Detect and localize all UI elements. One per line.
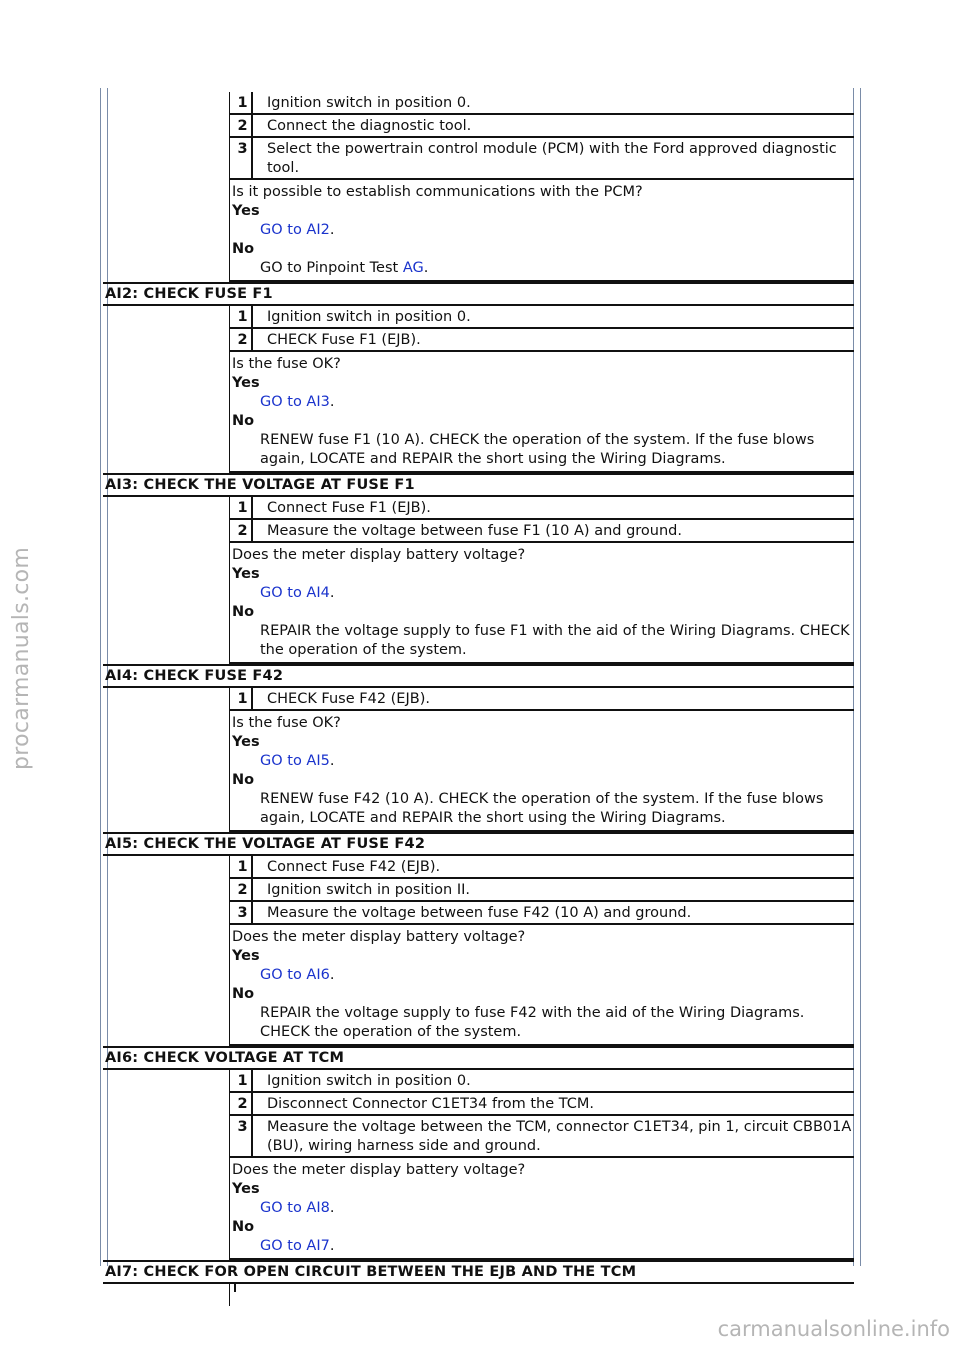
link-go-to-ai6[interactable]: GO to AI6 bbox=[260, 967, 330, 983]
no-answer: RENEW fuse F42 (10 A). CHECK the operation of the system. If the fuse blows again, LOCATE and REPAIR the short using the Wiring Diagrams. bbox=[260, 791, 824, 826]
step-text: Ignition switch in position 0. bbox=[267, 95, 471, 111]
yes-answer bbox=[232, 393, 854, 412]
section-body bbox=[230, 1070, 854, 1260]
no-label: No bbox=[232, 241, 255, 257]
step-row bbox=[230, 1116, 854, 1158]
step-row bbox=[230, 856, 854, 879]
step-row bbox=[230, 497, 854, 520]
step-text: CHECK Fuse F42 (EJB). bbox=[267, 691, 430, 707]
question-text: Is the fuse OK? bbox=[232, 356, 341, 372]
step-text: Measure the voltage between fuse F42 (10 A) and ground. bbox=[267, 905, 692, 921]
watermark-carmanualsonline: carmanualsonline.info bbox=[717, 1317, 950, 1341]
link-go-to-ai4[interactable]: GO to AI4 bbox=[260, 585, 330, 601]
period: . bbox=[329, 967, 335, 983]
link-go-to-ai5[interactable]: GO to AI5 bbox=[260, 753, 330, 769]
question-text: Is it possible to establish communications with the PCM? bbox=[232, 184, 643, 200]
yes-label: Yes bbox=[232, 566, 260, 582]
question-text: Does the meter display battery voltage? bbox=[232, 929, 526, 945]
step-number: 2 bbox=[234, 115, 253, 136]
period: . bbox=[329, 394, 335, 410]
step-number: 2 bbox=[234, 1093, 253, 1114]
section-title-ai6: AI6: CHECK VOLTAGE AT TCM bbox=[103, 1046, 854, 1070]
question-block bbox=[230, 711, 854, 832]
question-block bbox=[230, 352, 854, 473]
question-text: Does the meter display battery voltage? bbox=[232, 547, 526, 563]
step-row bbox=[230, 138, 854, 180]
step-number: 1 bbox=[234, 856, 253, 877]
step-number: 2 bbox=[234, 879, 253, 900]
step-row bbox=[230, 688, 854, 711]
yes-answer bbox=[232, 966, 854, 985]
question-block bbox=[230, 180, 854, 282]
section-body bbox=[230, 688, 854, 832]
step-number: 1 bbox=[234, 92, 253, 113]
yes-answer bbox=[232, 221, 854, 240]
yes-label: Yes bbox=[232, 948, 260, 964]
section-left-cell bbox=[103, 497, 230, 664]
question-block bbox=[230, 543, 854, 664]
yes-answer bbox=[232, 752, 854, 771]
section-title-ai4: AI4: CHECK FUSE F42 bbox=[103, 664, 854, 688]
period: . bbox=[329, 1200, 335, 1216]
step-row bbox=[230, 902, 854, 925]
step-row bbox=[230, 1070, 854, 1093]
section-title-ai3: AI3: CHECK THE VOLTAGE AT FUSE F1 bbox=[103, 473, 854, 497]
pinpoint-test-document bbox=[103, 92, 854, 1306]
period: . bbox=[329, 222, 335, 238]
yes-label: Yes bbox=[232, 1181, 260, 1197]
section-title-ai5: AI5: CHECK THE VOLTAGE AT FUSE F42 bbox=[103, 832, 854, 856]
page-border-left-outer bbox=[100, 88, 101, 1266]
period: . bbox=[329, 753, 335, 769]
step-text: Disconnect Connector C1ET34 from the TCM. bbox=[267, 1096, 594, 1112]
link-go-to-ai3[interactable]: GO to AI3 bbox=[260, 394, 330, 410]
section-left-cell bbox=[103, 92, 230, 282]
step-row bbox=[230, 879, 854, 902]
section-ai1-continued bbox=[103, 92, 854, 282]
step-row bbox=[230, 115, 854, 138]
step-text: Select the powertrain control module (PCM) with the Ford approved diagnostic tool. bbox=[267, 141, 837, 176]
step-text: CHECK Fuse F1 (EJB). bbox=[267, 332, 421, 348]
step-row bbox=[230, 92, 854, 115]
step-text: Measure the voltage between fuse F1 (10 A) and ground. bbox=[267, 523, 682, 539]
question-block bbox=[230, 1158, 854, 1260]
period: . bbox=[329, 1238, 335, 1254]
no-label: No bbox=[232, 413, 255, 429]
step-number: 2 bbox=[234, 329, 253, 350]
no-answer bbox=[232, 1237, 854, 1256]
no-answer-text: GO to Pinpoint Test bbox=[260, 260, 403, 276]
section-left-cell bbox=[103, 1284, 230, 1306]
no-label: No bbox=[232, 986, 255, 1002]
step-row bbox=[230, 520, 854, 543]
step-number: 3 bbox=[234, 902, 253, 923]
step-number: 1 bbox=[234, 1070, 253, 1091]
no-label: No bbox=[232, 772, 255, 788]
no-answer: REPAIR the voltage supply to fuse F42 with the aid of the Wiring Diagrams. CHECK the operation of the system. bbox=[260, 1005, 805, 1040]
step-number: 3 bbox=[234, 1116, 253, 1156]
link-go-to-ai7[interactable]: GO to AI7 bbox=[260, 1238, 330, 1254]
yes-label: Yes bbox=[232, 203, 260, 219]
no-answer bbox=[232, 259, 854, 278]
yes-answer bbox=[232, 584, 854, 603]
step-number-partial bbox=[234, 1284, 239, 1292]
section-body bbox=[230, 92, 854, 282]
section-body bbox=[230, 1284, 854, 1306]
section-ai2 bbox=[103, 306, 854, 473]
section-ai6 bbox=[103, 1070, 854, 1260]
period: . bbox=[423, 260, 429, 276]
no-label: No bbox=[232, 604, 255, 620]
section-ai5 bbox=[103, 856, 854, 1046]
section-ai3 bbox=[103, 497, 854, 664]
link-go-to-ai8[interactable]: GO to AI8 bbox=[260, 1200, 330, 1216]
section-title-ai7: AI7: CHECK FOR OPEN CIRCUIT BETWEEN THE EJB AND THE TCM bbox=[103, 1260, 854, 1284]
section-left-cell bbox=[103, 688, 230, 832]
step-number: 1 bbox=[234, 688, 253, 709]
step-text: Connect Fuse F42 (EJB). bbox=[267, 859, 441, 875]
section-ai7 bbox=[103, 1284, 854, 1306]
section-title-ai2: AI2: CHECK FUSE F1 bbox=[103, 282, 854, 306]
step-number: 1 bbox=[234, 497, 253, 518]
link-pinpoint-test-ag[interactable]: AG bbox=[402, 260, 424, 276]
step-row bbox=[230, 329, 854, 352]
yes-answer bbox=[232, 1199, 854, 1218]
step-text: Connect the diagnostic tool. bbox=[267, 118, 472, 134]
section-left-cell bbox=[103, 306, 230, 473]
step-number: 2 bbox=[234, 520, 253, 541]
section-body bbox=[230, 856, 854, 1046]
step-row bbox=[230, 1093, 854, 1116]
question-text: Does the meter display battery voltage? bbox=[232, 1162, 526, 1178]
link-go-to-ai2[interactable]: GO to AI2 bbox=[260, 222, 330, 238]
yes-label: Yes bbox=[232, 375, 260, 391]
step-number: 3 bbox=[234, 138, 253, 178]
step-number: 1 bbox=[234, 306, 253, 327]
section-body bbox=[230, 497, 854, 664]
yes-label: Yes bbox=[232, 734, 260, 750]
section-left-cell bbox=[103, 856, 230, 1046]
section-ai4 bbox=[103, 688, 854, 832]
page-border-right-outer bbox=[860, 88, 861, 1266]
step-text: Measure the voltage between the TCM, connector C1ET34, pin 1, circuit CBB01A (BU), wiring harness side and ground. bbox=[267, 1119, 852, 1154]
period: . bbox=[329, 585, 335, 601]
step-row bbox=[230, 306, 854, 329]
section-body bbox=[230, 306, 854, 473]
step-text: Ignition switch in position 0. bbox=[267, 1073, 471, 1089]
step-text: Ignition switch in position 0. bbox=[267, 309, 471, 325]
step-text: Ignition switch in position II. bbox=[267, 882, 471, 898]
no-label: No bbox=[232, 1219, 255, 1235]
step-text: Connect Fuse F1 (EJB). bbox=[267, 500, 431, 516]
question-block bbox=[230, 925, 854, 1046]
no-answer: REPAIR the voltage supply to fuse F1 with the aid of the Wiring Diagrams. CHECK the operation of the system. bbox=[260, 623, 850, 658]
section-left-cell bbox=[103, 1070, 230, 1260]
question-text: Is the fuse OK? bbox=[232, 715, 341, 731]
no-answer: RENEW fuse F1 (10 A). CHECK the operation of the system. If the fuse blows again, LOCATE and REPAIR the short using the Wiring Diagrams. bbox=[260, 432, 815, 467]
